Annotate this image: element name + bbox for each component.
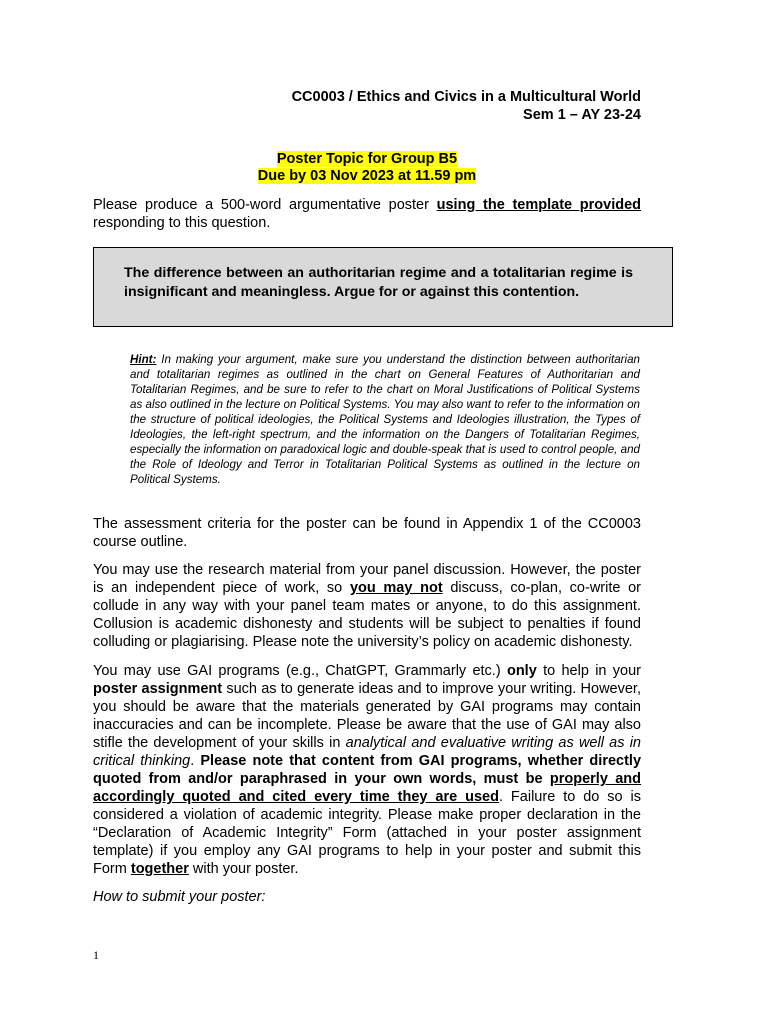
intro-paragraph [93, 196, 641, 232]
gai-bold-note: Please note that content from GAI programs, whether directly quoted from and/or paraphrased in your own words, must be [93, 753, 642, 787]
hint-text: In making your argument, make sure you understand the distinction between authoritarian and totalitarian regimes as outlined in the chart on General Features of Authoritarian and Totalitarian Regimes, and be sure to refer to the chart on Moral Justifications of Political Systems as also outlined in the lecture on Political Systems. You may also want to refer to the information on the structure of political ideologies, the Political Systems and Ideologies illustration, the Types of Ideologies, the left-right spectrum, and the information on the Dangers of Totalitarian Regimes, especially the information on paradoxical logic and double-speak that is used to control people, and the Role of Ideology and Terror in Totalitarian Political Systems as outlined in the lecture on Political Systems. [130, 353, 640, 486]
research-text-end: discuss, co-plan, co-write or collude in any way with your panel team mates or anyone, to do this assignment. Collusion is academic dishonesty and students will be subject to penalties if found colluding or plagiarising. Please note the university’s policy on academic dishonesty. [93, 580, 642, 650]
question-box [93, 247, 673, 327]
research-emphasis: you may not [349, 580, 443, 596]
poster-topic [0, 151, 734, 185]
research-text: You may use the research material from your panel discussion. However, the poster is an independent piece of work, so [93, 562, 641, 596]
course-title: CC0003 / Ethics and Civics in a Multicultural World [291, 89, 641, 105]
gai-underline-cite: properly and accordingly quoted and cited every time they are used [93, 771, 642, 805]
gai-text: . [190, 753, 201, 769]
hint-paragraph [130, 352, 640, 487]
due-date: Due by 03 Nov 2023 at 11.59 pm [257, 168, 477, 184]
gai-bold-only: only [506, 663, 537, 679]
hint-label: Hint: [130, 353, 157, 366]
semester-label: Sem 1 – AY 23-24 [523, 107, 641, 123]
page-number: 1 [93, 948, 99, 962]
criteria-paragraph: The assessment criteria for the poster can be found in Appendix 1 of the CC0003 course outline. [93, 516, 641, 550]
gai-underline-together: together [130, 861, 189, 877]
topic-title: Poster Topic for Group B5 [276, 151, 458, 167]
submit-heading: How to submit your poster: [93, 889, 266, 905]
intro-text: Please produce a 500-word argumentative poster [93, 197, 437, 213]
gai-text: such as to generate ideas and to improve your writing. However, you should be aware that the materials generated by GAI programs may contain inaccuracies and can be incomplete. Please be aware that the use of GAI may also stifle the development of your skills in [93, 681, 641, 751]
gai-text: to help in your [536, 663, 641, 679]
gai-paragraph [93, 662, 641, 878]
intro-text-end: responding to this question. [93, 215, 271, 231]
gai-text: You may use GAI programs (e.g., ChatGPT, Grammarly etc.) [93, 663, 507, 679]
gai-italic-skills: analytical and evaluative writing as well as in critical thinking [93, 735, 641, 769]
template-link-text: using the template provided [436, 197, 642, 213]
gai-text-end: with your poster. [188, 861, 299, 877]
course-header [292, 88, 641, 124]
gai-text: . Failure to do so is considered a violation of academic integrity. Please make proper declaration in the “Declaration of Academic Integrity” Form (attached in your poster assignment template) if you employ any GAI programs to help in your poster and submit this Form [93, 789, 642, 877]
research-paragraph [93, 561, 641, 651]
gai-bold-poster: poster assignment [93, 681, 223, 697]
question-text: The difference between an authoritarian regime and a totalitarian regime is insignificant and meaningless. Argue for or against this contention. [124, 265, 633, 300]
